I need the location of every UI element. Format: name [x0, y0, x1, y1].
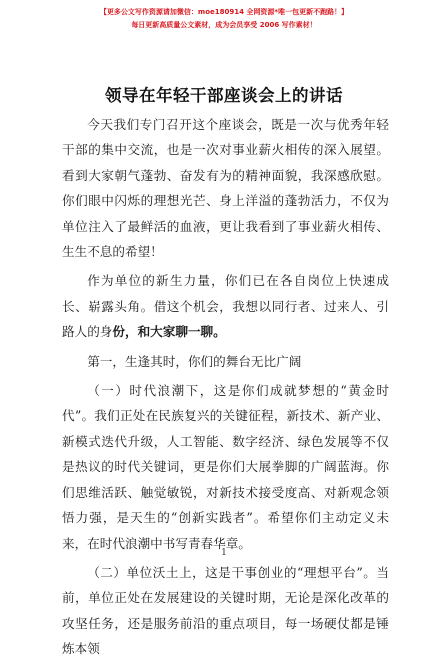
- paragraph-intro: 今天我们专门召开这个座谈会，既是一次与优秀年轻干部的集中交流，也是一次对事业薪火相传的深入展望。看到大家朝气蓬勃、奋发有为的精神面貌，我深感欣慰。你们眼中闪烁的理想光芒、身上洋溢的蓬勃活力，不仅为单位注入了最鲜活的血液，更让我看到了事业薪火相传、生生不息的希望！: [62, 117, 389, 260]
- paragraph-purpose-text: 作为单位的新生力量，你们已在各自岗位上快速成长、崭露头角。借这个机会，我想以同行者、过来人、引路人的身: [62, 273, 389, 340]
- document-title: 领导在年轻干部座谈会上的讲话: [105, 86, 343, 105]
- paragraph-point-1: （一）时代浪潮下，这是你们成就梦想的“黄金时代”。我们正处在民族复兴的关键征程，新技术、新产业、新模式迭代升级，人工智能、数字经济、绿色发展等不仅是热议的时代关键词，更是你们大展拳脚的广阔蓝海。你们思维活跃、触觉敏锐，对新技术接受度高、对新观念领悟力强，是天生的“创新实践者”。希望你们主动定义未来，在时代浪潮中书写青春华章。: [62, 383, 389, 551]
- paragraph-purpose: [62, 268, 389, 344]
- document-body: [62, 112, 389, 662]
- paragraph-purpose-bold: 份，和大家聊一聊。: [112, 324, 226, 340]
- promo-banner-line-1: 【更多公文写作资源请加微信：moe180914 全网资源*唯一包更新不跑路！】: [99, 8, 349, 16]
- promo-banner-line-2: 每日更新高质量公文素材，成为会员享受 2006 写作素材！: [131, 21, 317, 29]
- section-heading-1: 第一，生逢其时，你们的舞台无比广阔: [87, 353, 302, 369]
- promo-banner: [0, 6, 448, 32]
- page-number: 1: [221, 548, 227, 558]
- paragraph-point-2: （二）单位沃土上，这是干事创业的“理想平台”。当前，单位正处在发展建设的关键时期，无论是深化改革的攻坚任务，还是服务前沿的重点项目，每一场硬仗都是锤炼本领: [62, 564, 389, 657]
